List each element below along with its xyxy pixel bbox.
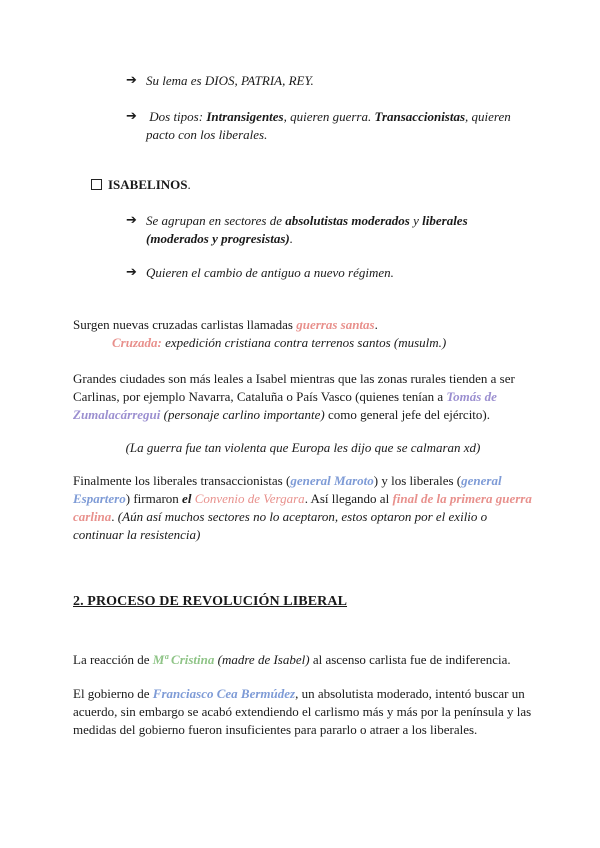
arrow-right-icon: ➔ xyxy=(126,265,137,280)
bullet-text: Se agrupan en sectores de absolutistas moderados y liberales (moderados y progresistas). xyxy=(146,213,468,246)
arrow-right-icon: ➔ xyxy=(126,109,137,124)
checkbox-icon xyxy=(91,179,102,190)
section-2-title: 2. PROCESO DE REVOLUCIÓN LIBERAL xyxy=(73,594,348,609)
bullet-cambio xyxy=(126,264,526,282)
isabelinos-heading: ISABELINOS. xyxy=(91,176,191,194)
arrow-right-icon: ➔ xyxy=(126,73,137,88)
bullet-lema xyxy=(126,72,526,90)
bullet-text: Quieren el cambio de antiguo a nuevo régimen. xyxy=(146,265,394,280)
bullet-tipos xyxy=(126,108,526,144)
gobierno-paragraph: El gobierno de Franciasco Cea Bermúdez, un absolutista moderado, intentó buscar un acuerdo, sin embargo se acabó extendiendo el carlismo más y más por la península y las medidas del gobierno fueron insuficientes para pararlo o atraer a los liberales. xyxy=(73,686,532,737)
bullet-text: Su lema es DIOS, PATRIA, REY. xyxy=(146,73,314,88)
nota-guerra: (La guerra fue tan violenta que Europa les dijo que se calmaran xd) xyxy=(125,440,481,455)
cruzadas-paragraph: Surgen nuevas cruzadas carlistas llamadas guerras santas. xyxy=(73,317,378,332)
arrow-right-icon: ➔ xyxy=(126,213,137,228)
bullet-text: Dos tipos: Intransigentes, quieren guerra. Transaccionistas, quieren pacto con los liberales. xyxy=(146,109,511,142)
reaccion-paragraph: La reacción de Mª Cristina (madre de Isabel) al ascenso carlista fue de indiferencia. xyxy=(73,652,511,667)
cruzada-definition: Cruzada: expedición cristiana contra terrenos santos (musulm.) xyxy=(112,335,447,350)
ciudades-paragraph: Grandes ciudades son más leales a Isabel mientras que las zonas rurales tienden a ser Carlinas, por ejemplo Navarra, Cataluña o País Vasco (quienes tenían a Tomás de Zumalacárregui (personaje carlino importante) como general jefe del ejército). xyxy=(73,371,515,422)
bullet-agrupan xyxy=(126,212,526,248)
convenio-paragraph: Finalmente los liberales transaccionistas (general Maroto) y los liberales (general Espartero) firmaron el Convenio de Vergara. Así llegando al final de la primera guerra carlina. (Aún así muchos sectores no lo aceptaron, estos optaron por el exilio o continuar la resistencia) xyxy=(73,473,532,542)
